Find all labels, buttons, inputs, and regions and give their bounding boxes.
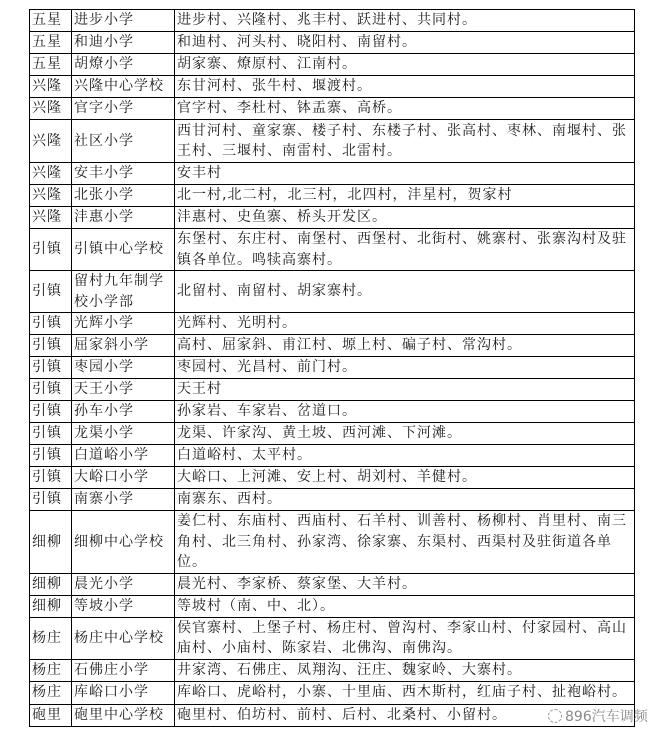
- school-cell: 和迪小学: [72, 32, 175, 54]
- school-district-table: [29, 9, 635, 727]
- town-cell: 五星: [30, 10, 72, 32]
- table-row: [30, 185, 635, 207]
- town-cell: 引镇: [30, 357, 72, 379]
- school-cell: 砲里中心学校: [72, 704, 175, 726]
- school-cell: 孙车小学: [72, 401, 175, 423]
- villages-cell: 枣园村、光昌村、前门村。: [175, 357, 635, 379]
- villages-cell: 沣惠村、史鱼寨、桥头开发区。: [175, 207, 635, 229]
- villages-cell: 等坡村（南、中、北）。: [175, 595, 635, 617]
- school-cell: 安丰小学: [72, 163, 175, 185]
- table-row: [30, 313, 635, 335]
- table-row: [30, 379, 635, 401]
- villages-cell: 高村、屈家斜、甫江村、塬上村、碥子村、常沟村。: [175, 335, 635, 357]
- table-body: [30, 10, 635, 727]
- villages-cell: 安丰村: [175, 163, 635, 185]
- villages-cell: 西甘河村、童家寨、楼子村、东楼子村、张高村、枣林、南堰村、张王村、三堰村、南雷村、北雷村。: [175, 120, 635, 163]
- table-row: [30, 511, 635, 574]
- watermark-text: 896汽车调频: [565, 709, 648, 725]
- villages-cell: 和迪村、河头村、晓阳村、南留村。: [175, 32, 635, 54]
- school-cell: 白道峪小学: [72, 445, 175, 467]
- table-row: [30, 659, 635, 681]
- school-cell: 晨光小学: [72, 573, 175, 595]
- villages-cell: 官字村、李杜村、钵盂寨、高桥。: [175, 98, 635, 120]
- school-cell: 进步小学: [72, 10, 175, 32]
- villages-cell: 北一村,北二村，北三村，北四村，沣星村，贺家村: [175, 185, 635, 207]
- school-cell: 胡燎小学: [72, 54, 175, 76]
- villages-cell: 库峪口、虎峪村，小寨、十里庙、西木斯村，红庙子村、扯袍峪村。: [175, 681, 635, 704]
- school-cell: 天王小学: [72, 379, 175, 401]
- table-row: [30, 704, 635, 726]
- villages-cell: 北留村、南留村、胡家寨村。: [175, 271, 635, 313]
- school-cell: 官字小学: [72, 98, 175, 120]
- town-cell: 引镇: [30, 379, 72, 401]
- school-cell: 枣园小学: [72, 357, 175, 379]
- table-row: [30, 595, 635, 617]
- villages-cell: 孙家岩、车家岩、岔道口。: [175, 401, 635, 423]
- table-row: [30, 423, 635, 445]
- town-cell: 引镇: [30, 313, 72, 335]
- table-row: [30, 32, 635, 54]
- table-row: [30, 467, 635, 489]
- town-cell: 引镇: [30, 229, 72, 271]
- villages-cell: 姜仁村、东庙村、西庙村、石羊村、训善村、杨柳村、肖里村、南三角村、北三角村、孙家湾、徐家寨、东渠村、西渠村及驻街道各单位。: [175, 511, 635, 574]
- town-cell: 五星: [30, 32, 72, 54]
- table-row: [30, 163, 635, 185]
- town-cell: 兴隆: [30, 120, 72, 163]
- table-row: [30, 335, 635, 357]
- school-cell: 石佛庄小学: [72, 659, 175, 681]
- table-row: [30, 573, 635, 595]
- villages-cell: 天王村: [175, 379, 635, 401]
- villages-cell: 南寨东、西村。: [175, 489, 635, 511]
- villages-cell: 井家湾、石佛庄、凤翔沟、汪庄、魏家岭、大寨村。: [175, 659, 635, 681]
- school-cell: 社区小学: [72, 120, 175, 163]
- town-cell: 引镇: [30, 489, 72, 511]
- town-cell: 细柳: [30, 573, 72, 595]
- town-cell: 兴隆: [30, 207, 72, 229]
- school-cell: 南寨小学: [72, 489, 175, 511]
- table-row: [30, 401, 635, 423]
- table-row: [30, 207, 635, 229]
- table-row: [30, 120, 635, 163]
- watermark: [548, 706, 648, 726]
- table-row: [30, 98, 635, 120]
- villages-cell: 大峪口、上河滩、安上村、胡刘村、羊健村。: [175, 467, 635, 489]
- school-cell: 沣惠小学: [72, 207, 175, 229]
- villages-cell: 侯官寨村、上堡子村、杨庄村、曾沟村、李家山村、付家园村、高山庙村、小庙村、陈家岩、北佛沟、南佛沟。: [175, 617, 635, 659]
- villages-cell: 龙渠、许家沟、黄土坡、西河滩、下河滩。: [175, 423, 635, 445]
- school-cell: 屈家斜小学: [72, 335, 175, 357]
- table-row: [30, 54, 635, 76]
- wechat-logo-icon: [548, 709, 562, 723]
- town-cell: 杨庄: [30, 681, 72, 704]
- table-row: [30, 10, 635, 32]
- town-cell: 引镇: [30, 271, 72, 313]
- table-row: [30, 357, 635, 379]
- town-cell: 兴隆: [30, 98, 72, 120]
- table-row: [30, 76, 635, 98]
- villages-cell: 进步村、兴隆村、兆丰村、跃进村、共同村。: [175, 10, 635, 32]
- town-cell: 杨庄: [30, 617, 72, 659]
- school-cell: 北张小学: [72, 185, 175, 207]
- villages-cell: 东堡村、东庄村、南堡村、西堡村、北街村、姚寨村、张寨沟村及驻镇各单位。鸣犊高寨村。: [175, 229, 635, 271]
- school-cell: 光辉小学: [72, 313, 175, 335]
- town-cell: 砲里: [30, 704, 72, 726]
- town-cell: 五星: [30, 54, 72, 76]
- table-row: [30, 229, 635, 271]
- school-cell: 库峪口小学: [72, 681, 175, 704]
- table-row: [30, 445, 635, 467]
- town-cell: 兴隆: [30, 185, 72, 207]
- town-cell: 引镇: [30, 401, 72, 423]
- school-cell: 细柳中心学校: [72, 511, 175, 574]
- villages-cell: 晨光村、李家桥、蔡家堡、大羊村。: [175, 573, 635, 595]
- town-cell: 引镇: [30, 445, 72, 467]
- villages-cell: 胡家寨、燎原村、江南村。: [175, 54, 635, 76]
- villages-cell: 光辉村、光明村。: [175, 313, 635, 335]
- school-cell: 杨庄中心学校: [72, 617, 175, 659]
- table-row: [30, 271, 635, 313]
- town-cell: 细柳: [30, 595, 72, 617]
- town-cell: 细柳: [30, 511, 72, 574]
- villages-cell: 砲里村、伯坊村、前村、后村、北桑村、小留村。: [175, 704, 635, 726]
- town-cell: 兴隆: [30, 76, 72, 98]
- villages-cell: 东甘河村、张牛村、堰渡村。: [175, 76, 635, 98]
- school-cell: 龙渠小学: [72, 423, 175, 445]
- school-cell: 大峪口小学: [72, 467, 175, 489]
- town-cell: 引镇: [30, 335, 72, 357]
- school-cell: 兴隆中心学校: [72, 76, 175, 98]
- table-row: [30, 617, 635, 659]
- table-row: [30, 489, 635, 511]
- table-row: [30, 681, 635, 704]
- school-cell: 引镇中心学校: [72, 229, 175, 271]
- villages-cell: 白道峪村、太平村。: [175, 445, 635, 467]
- town-cell: 引镇: [30, 423, 72, 445]
- school-cell: 留村九年制学校小学部: [72, 271, 175, 313]
- town-cell: 兴隆: [30, 163, 72, 185]
- town-cell: 引镇: [30, 467, 72, 489]
- town-cell: 杨庄: [30, 659, 72, 681]
- school-cell: 等坡小学: [72, 595, 175, 617]
